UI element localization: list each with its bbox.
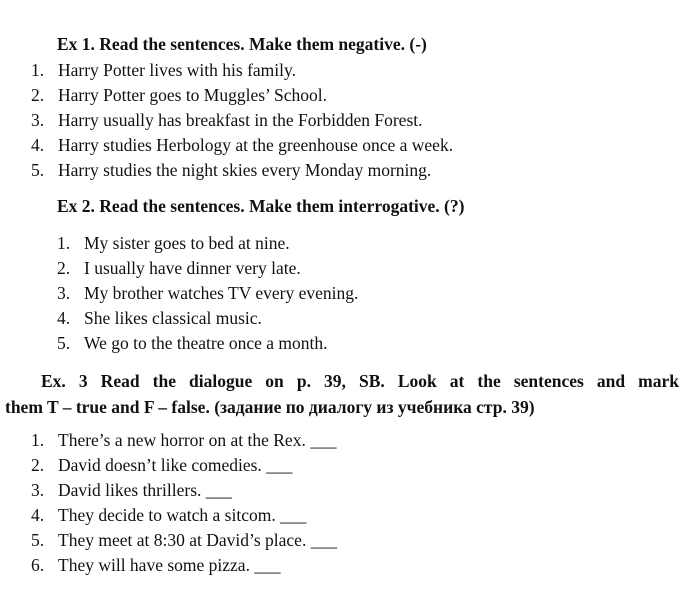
list-item [57, 256, 358, 281]
item-number: 2. [57, 258, 71, 278]
item-number: 2. [31, 85, 45, 105]
item-number: 5. [57, 333, 71, 353]
list-item [31, 428, 337, 453]
exercise-3-title-line-1: Ex. 3 Read the dialogue on p. 39, SB. Look at the sentences and mark [41, 371, 679, 391]
list-item [31, 453, 337, 478]
list-item [57, 306, 358, 331]
item-text: Harry Potter goes to Muggles’ School. [58, 85, 327, 105]
item-text: David doesn’t like comedies. ___ [58, 455, 293, 475]
item-text: Harry Potter lives with his family. [58, 60, 296, 80]
item-number: 4. [31, 505, 45, 525]
item-number: 4. [57, 308, 71, 328]
list-item [31, 553, 337, 578]
list-item [31, 158, 453, 183]
item-text: We go to the theatre once a month. [84, 333, 328, 353]
exercise-3-list [31, 428, 337, 578]
list-item [31, 528, 337, 553]
item-number: 3. [31, 480, 45, 500]
item-text: Harry studies the night skies every Monday morning. [58, 160, 432, 180]
list-item [31, 108, 453, 133]
item-text: They decide to watch a sitcom. ___ [58, 505, 307, 525]
item-number: 1. [57, 233, 71, 253]
item-text: She likes classical music. [84, 308, 262, 328]
list-item [57, 231, 358, 256]
item-text: There’s a new horror on at the Rex. ___ [58, 430, 337, 450]
item-number: 2. [31, 455, 45, 475]
item-number: 4. [31, 135, 45, 155]
item-number: 6. [31, 555, 45, 575]
exercise-3-title-line-2: them T – true and F – false. (задание по диалогу из учебника стр. 39) [5, 397, 535, 417]
item-text: Harry usually has breakfast in the Forbidden Forest. [58, 110, 423, 130]
exercise-1-list [31, 58, 453, 183]
list-item [57, 281, 358, 306]
item-number: 3. [31, 110, 45, 130]
list-item [31, 503, 337, 528]
exercise-2-list [57, 231, 358, 356]
item-number: 1. [31, 60, 45, 80]
exercise-2-title: Ex 2. Read the sentences. Make them interrogative. (?) [57, 196, 465, 216]
item-text: My sister goes to bed at nine. [84, 233, 290, 253]
list-item [31, 133, 453, 158]
list-item [31, 58, 453, 83]
item-text: My brother watches TV every evening. [84, 283, 359, 303]
list-item [57, 331, 358, 356]
item-text: They meet at 8:30 at David’s place. ___ [58, 530, 337, 550]
item-text: They will have some pizza. ___ [58, 555, 281, 575]
item-number: 3. [57, 283, 71, 303]
list-item [31, 83, 453, 108]
item-number: 5. [31, 530, 45, 550]
item-number: 1. [31, 430, 45, 450]
item-text: I usually have dinner very late. [84, 258, 301, 278]
item-text: David likes thrillers. ___ [58, 480, 233, 500]
item-number: 5. [31, 160, 45, 180]
exercise-3-title [5, 368, 679, 420]
exercise-1-title: Ex 1. Read the sentences. Make them negative. (-) [57, 34, 427, 54]
list-item [31, 478, 337, 503]
item-text: Harry studies Herbology at the greenhouse once a week. [58, 135, 454, 155]
